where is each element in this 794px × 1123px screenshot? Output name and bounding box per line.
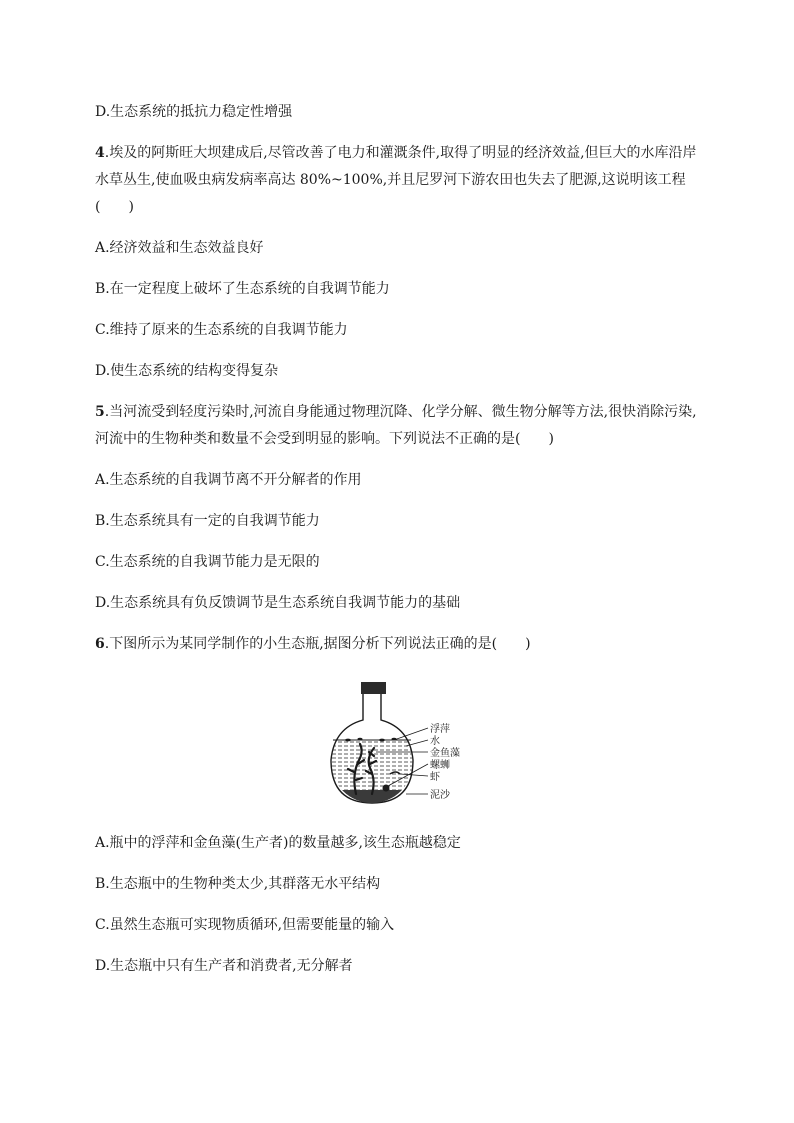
q4-option-a[interactable]: A.经济效益和生态效益良好	[95, 240, 264, 256]
q5-option-b[interactable]: B.生态系统具有一定的自我调节能力	[95, 513, 320, 529]
q6-stem	[95, 635, 531, 653]
q6-stem-text: .下图所示为某同学制作的小生态瓶,据图分析下列说法正确的是( )	[104, 636, 531, 652]
q3-option-d[interactable]: D.生态系统的抵抗力稳定性增强	[95, 104, 293, 120]
q4-stem-line2: 水草丛生,使血吸虫病发病率高达 80%~100%,并且尼罗河下游农田也失去了肥源,这说明该工程	[95, 172, 686, 188]
q4-number: 4	[95, 145, 105, 161]
ecosystem-bottle-figure	[320, 676, 470, 808]
q5-number: 5	[95, 404, 105, 420]
q4-stem-text1: .埃及的阿斯旺大坝建成后,尽管改善了电力和灌溉条件,取得了明显的经济效益,但巨大的水库沿岸	[104, 145, 697, 161]
q5-option-a[interactable]: A.生态系统的自我调节离不开分解者的作用	[95, 472, 362, 488]
label-duckweed: 浮萍	[430, 724, 450, 735]
label-snail: 螺蛳	[430, 760, 450, 771]
q5-stem-line1	[95, 403, 697, 421]
q5-stem-line2: 河流中的生物种类和数量不会受到明显的影响。下列说法不正确的是( )	[95, 431, 554, 447]
q4-option-b[interactable]: B.在一定程度上破坏了生态系统的自我调节能力	[95, 281, 390, 297]
q6-number: 6	[95, 636, 105, 652]
q6-option-a[interactable]: A.瓶中的浮萍和金鱼藻(生产者)的数量越多,该生态瓶越稳定	[95, 835, 461, 851]
q6-option-c[interactable]: C.虽然生态瓶可实现物质循环,但需要能量的输入	[95, 917, 395, 933]
q4-option-d[interactable]: D.使生态系统的结构变得复杂	[95, 363, 279, 379]
q4-answer-blank: ( )	[95, 199, 134, 215]
q4-option-c[interactable]: C.维持了原来的生态系统的自我调节能力	[95, 322, 348, 338]
q6-option-d[interactable]: D.生态瓶中只有生产者和消费者,无分解者	[95, 958, 353, 974]
q6-option-b[interactable]: B.生态瓶中的生物种类太少,其群落无水平结构	[95, 876, 381, 892]
q4-stem-line1	[95, 144, 697, 162]
label-hornwort: 金鱼藻	[430, 748, 460, 759]
label-shrimp: 虾	[430, 772, 440, 783]
label-sand: 泥沙	[430, 790, 450, 801]
bottle-stopper	[361, 682, 386, 694]
q5-option-d[interactable]: D.生态系统具有负反馈调节是生态系统自我调节能力的基础	[95, 595, 461, 611]
q5-option-c[interactable]: C.生态系统的自我调节能力是无限的	[95, 554, 320, 570]
label-water: 水	[430, 736, 440, 747]
q5-stem-text1: .当河流受到轻度污染时,河流自身能通过物理沉降、化学分解、微生物分解等方法,很快消除污染,	[104, 404, 697, 420]
